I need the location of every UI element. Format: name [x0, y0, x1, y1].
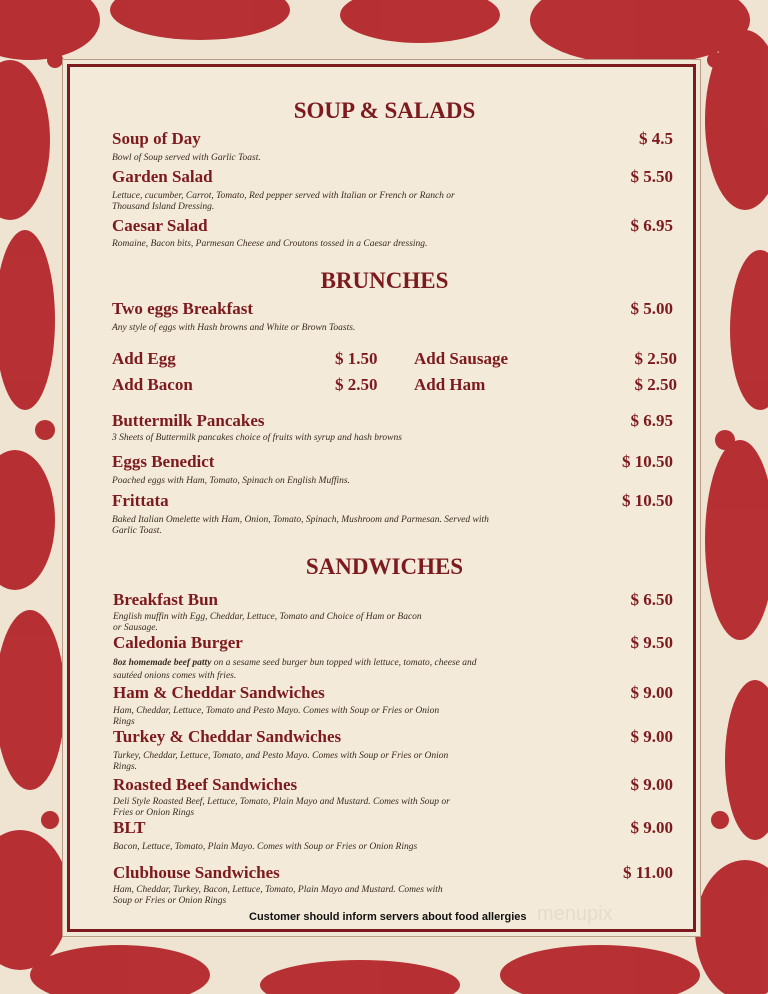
menu-item-description: Lettuce, cucumber, Carrot, Tomato, Red pepper served with Italian or French or Ranch or Thousand Island Dressing. — [112, 191, 455, 212]
addon-name: Add Egg — [112, 349, 176, 368]
menu-item-name: Roasted Beef Sandwiches — [113, 775, 298, 794]
addon-name: Add Ham — [414, 375, 486, 394]
menu-item-description: Baked Italian Omelette with Ham, Onion, Tomato, Spinach, Mushroom and Parmesan. Served with Garlic Toast. — [112, 515, 489, 536]
menu-item-price: $ 9.00 — [630, 775, 673, 794]
menu-panel — [67, 64, 696, 932]
menu-item-description-bold: 8oz homemade beef patty — [113, 658, 212, 668]
menu-item-description-rest: on a sesame seed burger bun topped with lettuce, tomato, cheese and sautéed onions comes with fries. — [113, 658, 477, 681]
menu-item-description: Ham, Cheddar, Turkey, Bacon, Lettuce, Tomato, Plain Mayo and Mustard. Comes with Soup or Fries or Onion Rings — [113, 885, 443, 906]
menu-item-name: Turkey & Cheddar Sandwiches — [113, 727, 342, 746]
menu-item-description: Any style of eggs with Hash browns and White or Brown Toasts. — [112, 323, 356, 333]
menu-item-name: Frittata — [112, 491, 169, 510]
menu-item-description: Turkey, Cheddar, Lettuce, Tomato, and Pesto Mayo. Comes with Soup or Fries or Onion Rings. — [113, 751, 449, 772]
addon-price: $ 2.50 — [335, 375, 378, 394]
menu-item-price: $ 6.50 — [630, 590, 673, 609]
watermark-logo: menupix — [537, 903, 613, 925]
menu-item-description — [113, 657, 493, 683]
section-title-soups: SOUP & SALADS — [293, 98, 476, 123]
menu-item-name: Eggs Benedict — [112, 452, 215, 471]
section-title-sandwiches: SANDWICHES — [305, 554, 464, 579]
menu-item-name: Soup of Day — [112, 129, 201, 148]
menu-item-price: $ 5.00 — [630, 299, 673, 318]
addon-name: Add Sausage — [414, 349, 509, 368]
menu-item-name: Two eggs Breakfast — [112, 299, 254, 318]
menu-item-name: Breakfast Bun — [113, 590, 219, 609]
menu-item-name: Ham & Cheddar Sandwiches — [113, 683, 325, 702]
menu-item-description: Ham, Cheddar, Lettuce, Tomato and Pesto Mayo. Comes with Soup or Fries or Onion Rings — [113, 706, 440, 727]
menu-item-description: English muffin with Egg, Cheddar, Lettuce, Tomato and Choice of Ham or Bacon or Sausage. — [113, 612, 422, 633]
menu-item-name: Clubhouse Sandwiches — [113, 863, 280, 882]
menu-item-price: $ 6.95 — [630, 411, 673, 430]
menu-item-description: Bowl of Soup served with Garlic Toast. — [112, 153, 261, 163]
menu-item-name: Buttermilk Pancakes — [112, 411, 265, 430]
menu-item-description: Deli Style Roasted Beef, Lettuce, Tomato, Plain Mayo and Mustard. Comes with Soup or Fries or Onion Rings — [113, 797, 450, 818]
menu-item-description: Bacon, Lettuce, Tomato, Plain Mayo. Comes with Soup or Fries or Onion Rings — [113, 842, 418, 852]
menu-item-price: $ 9.00 — [630, 683, 673, 702]
menu-item-description: Romaine, Bacon bits, Parmesan Cheese and Croutons tossed in a Caesar dressing. — [112, 239, 428, 249]
menu-item-description: Poached eggs with Ham, Tomato, Spinach on English Muffins. — [112, 476, 350, 486]
menu-item-name: Caledonia Burger — [113, 633, 243, 652]
menu-item-price: $ 9.50 — [630, 633, 673, 652]
menu-item-price: $ 11.00 — [622, 863, 673, 882]
menu-item-name: Caesar Salad — [112, 216, 208, 235]
menu-item-name: BLT — [113, 818, 146, 837]
addon-price: $ 2.50 — [634, 375, 677, 394]
menu-item-price: $ 9.00 — [630, 818, 673, 837]
menu-item-price: $ 9.00 — [630, 727, 673, 746]
allergy-note: Customer should inform servers about food allergies — [249, 911, 527, 923]
menu-item-price: $ 10.50 — [622, 452, 673, 471]
addon-name: Add Bacon — [112, 375, 193, 394]
menu-item-price: $ 10.50 — [622, 491, 673, 510]
menu-item-price: $ 5.50 — [630, 167, 673, 186]
section-title-brunches: BRUNCHES — [320, 268, 449, 293]
menu-item-name: Garden Salad — [112, 167, 213, 186]
addon-price: $ 2.50 — [634, 349, 677, 368]
menu-item-description: 3 Sheets of Buttermilk pancakes choice of fruits with syrup and hash browns — [112, 433, 402, 443]
menu-item-price: $ 4.5 — [639, 129, 673, 148]
menu-item-price: $ 6.95 — [630, 216, 673, 235]
addon-price: $ 1.50 — [335, 349, 378, 368]
